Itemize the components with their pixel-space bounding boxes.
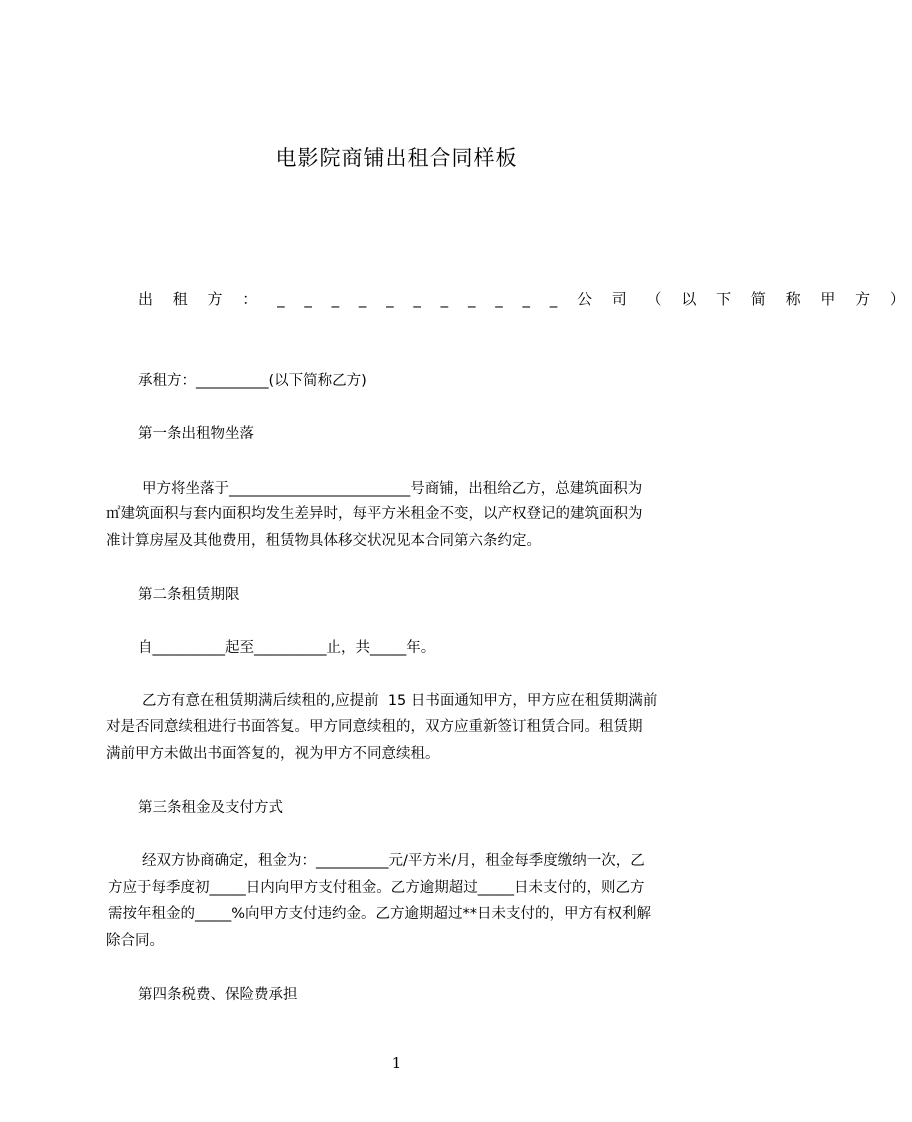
article-1-line: 准计算房屋及其他费用，租赁物具体移交状况见本合同第六条约定。 (106, 533, 541, 549)
rent-line: 除合同。 (106, 933, 164, 949)
article-1-line: ㎡建筑面积与套内面积均发生差异时，每平方米租金不变，以产权登记的建筑面积为 (106, 506, 643, 522)
rent-line: 需按年租金的_____%向甲方支付违约金。乙方逾期超过**日未支付的，甲方有权利解 (108, 906, 652, 922)
article-1-heading: 第一条出租物坐落 (138, 426, 254, 442)
page-title: 电影院商铺出租合同样板 (275, 146, 518, 170)
lessee-line: 承租方：__________(以下简称乙方) (138, 373, 367, 389)
lessor-line: 出 租 方 ： _ _ _ _ _ _ _ _ _ _ _ 公 司 （ 以 下 简 称 甲 方 ） (138, 290, 912, 308)
rent-line: 经双方协商确定，租金为：__________元/平方米/月，租金每季度缴纳一次，乙 (142, 853, 645, 869)
renewal-line: 满前甲方未做出书面答复的，视为甲方不同意续租。 (106, 746, 440, 762)
article-1-line: 甲方将坐落于_________________________号商铺，出租给乙方，总建筑面积为 (142, 481, 643, 497)
page-number: 1 (391, 1054, 402, 1072)
renewal-line: 乙方有意在租赁期满后续租的,应提前 15 日书面通知甲方，甲方应在租赁期满前 (142, 693, 658, 709)
article-4-heading: 第四条税费、保险费承担 (138, 987, 298, 1003)
article-2-heading: 第二条租赁期限 (138, 587, 240, 603)
rent-line: 方应于每季度初_____日内向甲方支付租金。乙方逾期超过_____日未支付的，则乙方 (108, 880, 645, 896)
renewal-line: 对是否同意续租进行书面答复。甲方同意续租的，双方应重新签订租赁合同。租赁期 (106, 719, 643, 735)
article-3-heading: 第三条租金及支付方式 (138, 800, 283, 816)
lease-term-line: 自__________起至__________止，共_____年。 (138, 640, 436, 656)
